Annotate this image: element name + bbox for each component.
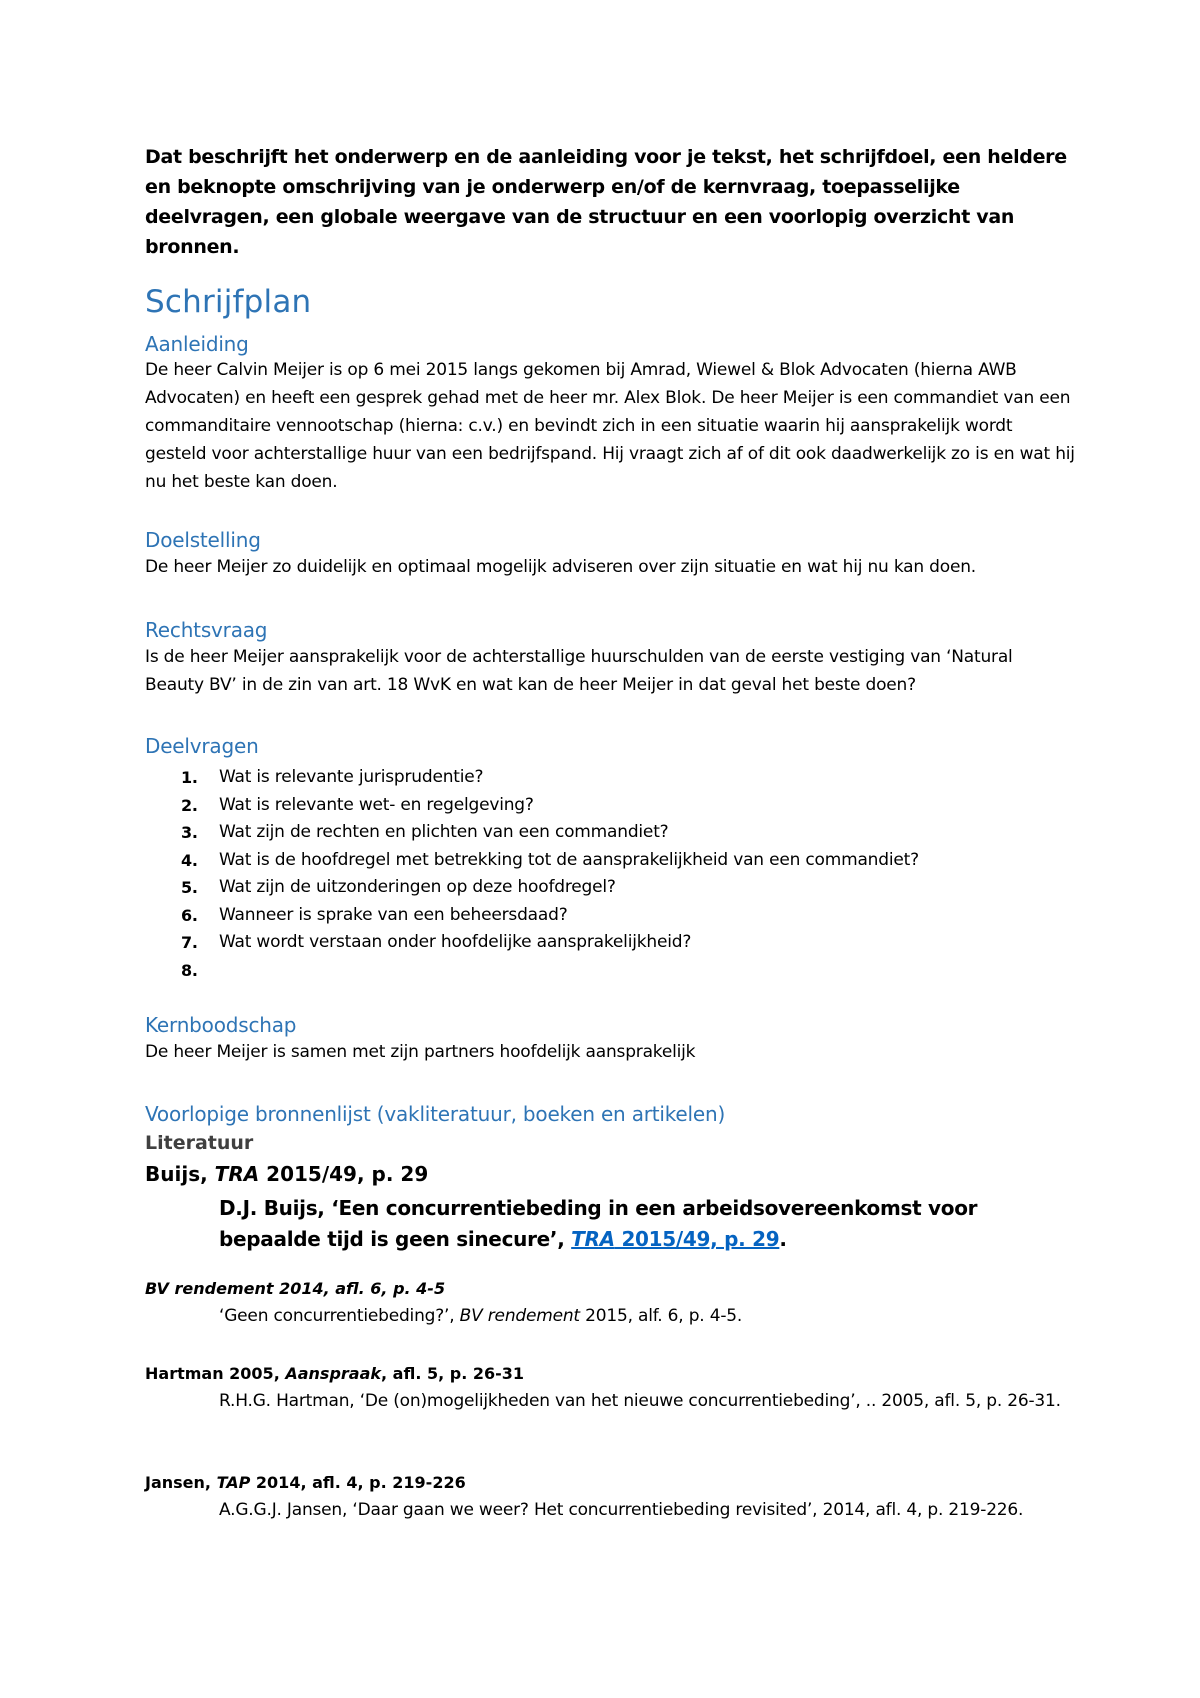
ref-jansen-issue: 2014, afl. 4, p. 219-226 [250, 1473, 466, 1492]
aanleiding-text: De heer Calvin Meijer is op 6 mei 2015 langs gekomen bij Amrad, Wiewel & Blok Advocaten (hierna AWB Advocaten) en heeft een gesprek gehad met de heer mr. Alex Blok. De heer Meijer is een commandiet van een commanditaire vennootschap (hierna: c.v.) en bevindt zich in een situatie waarin hij aansprakelijk wordt gesteld voor achterstallige huur van een bedrijfspand. Hij vraagt zich af of dit ook daadwerkelijk zo is en wat hij nu het beste kan doen. [145, 360, 1075, 492]
list-item-text: Wat wordt verstaan onder hoofdelijke aansprakelijkheid? [219, 932, 692, 952]
list-item [145, 929, 919, 957]
ref-bvrendement-body [219, 1302, 1079, 1330]
ref-jansen-title [145, 1473, 466, 1492]
list-item-text: Wat zijn de rechten en plichten van een commandiet? [219, 822, 669, 842]
list-item [145, 792, 919, 820]
heading-doelstelling: Doelstelling [145, 528, 261, 552]
ref-hartman-author: Hartman 2005, [145, 1364, 286, 1383]
list-item [145, 764, 919, 792]
ref-buijs-author: Buijs, [145, 1162, 215, 1186]
list-item [145, 902, 919, 930]
heading-bronnenlijst: Voorlopige bronnenlijst (vakliteratuur, boeken en artikelen) [145, 1102, 726, 1126]
ref-buijs-period: . [779, 1227, 787, 1251]
ref-jansen-author: Jansen, [145, 1473, 217, 1492]
ref-hartman-title [145, 1364, 524, 1383]
list-item [145, 819, 919, 847]
literatuur-subheading: Literatuur [145, 1132, 254, 1154]
list-item [145, 874, 919, 902]
ref-buijs-title [145, 1162, 428, 1186]
ref-jansen-journal: TAP [216, 1473, 251, 1492]
ref-buijs-link[interactable] [571, 1227, 779, 1251]
list-number: 1. [181, 768, 198, 787]
list-item [145, 847, 919, 875]
kernboodschap-text: De heer Meijer is samen met zijn partners hoofdelijk aansprakelijk [145, 1042, 696, 1062]
ref-jansen-body: A.G.G.J. Jansen, ‘Daar gaan we weer? Het concurrentiebeding revisited’, 2014, afl. 4, p. 219-226. [219, 1500, 1024, 1520]
ref-buijs-link-issue: 2015/49, p. 29 [614, 1227, 780, 1251]
ref-buijs-link-journal: TRA [571, 1227, 615, 1251]
ref-bvrendement-title: BV rendement 2014, afl. 6, p. 4-5 [145, 1279, 446, 1298]
intro-paragraph: Dat beschrijft het onderwerp en de aanleiding voor je tekst, het schrijfdoel, een heldere en beknopte omschrijving van je onderwerp en/of de kernvraag, toepasselijke deelvragen, een globale weergave van de structuur en een voorlopig overzicht van bronnen. [145, 146, 1067, 258]
list-number: 8. [181, 960, 198, 980]
ref-bvrendement-journal: BV rendement [459, 1306, 580, 1326]
heading-aanleiding: Aanleiding [145, 332, 249, 356]
ref-bvrendement-issue: 2015, alf. 6, p. 4-5. [579, 1306, 743, 1326]
list-item-text: Wat zijn de uitzonderingen op deze hoofdregel? [219, 877, 616, 897]
ref-buijs-journal: TRA [214, 1162, 260, 1186]
heading-kernboodschap: Kernboodschap [145, 1013, 297, 1037]
ref-hartman-body: R.H.G. Hartman, ‘De (on)mogelijkheden van het nieuwe concurrentiebeding’, .. 2005, afl. 5, p. 26-31. [219, 1391, 1061, 1411]
list-number: 4. [181, 850, 198, 870]
ref-bvrendement-citation: ‘Geen concurrentiebeding?’, [219, 1306, 460, 1326]
ref-hartman-journal: Aanspraak [285, 1364, 382, 1383]
heading-deelvragen: Deelvragen [145, 734, 259, 758]
list-item-text: Wat is de hoofdregel met betrekking tot de aansprakelijkheid van een commandiet? [219, 849, 919, 870]
list-number: 7. [181, 933, 198, 952]
list-item-text: Wat is relevante wet- en regelgeving? [219, 794, 534, 815]
deelvragen-list [145, 764, 919, 980]
rechtsvraag-text: Is de heer Meijer aansprakelijk voor de achterstallige huurschulden van de eerste vestiging van ‘Natural Beauty BV’ in de zin van art. 18 WvK en wat kan de heer Meijer in dat geval het beste doen? [145, 647, 1013, 695]
list-number: 6. [181, 905, 198, 925]
list-item-text: Wat is relevante jurisprudentie? [219, 767, 484, 787]
page-title: Schrijfplan [145, 284, 312, 320]
list-number: 2. [181, 795, 198, 815]
doelstelling-text: De heer Meijer zo duidelijk en optimaal mogelijk adviseren over zijn situatie en wat hij nu kan doen. [145, 557, 977, 577]
list-number: 3. [181, 823, 198, 842]
ref-buijs-citation: D.J. Buijs, ‘Een concurrentiebeding in een arbeidsovereenkomst voor bepaalde tijd is geen sinecure’, [219, 1196, 978, 1251]
list-number: 5. [181, 878, 198, 897]
ref-hartman-issue: , afl. 5, p. 26-31 [381, 1364, 525, 1383]
heading-rechtsvraag: Rechtsvraag [145, 618, 268, 642]
list-item-text: Wanneer is sprake van een beheersdaad? [219, 904, 568, 925]
ref-buijs-issue: 2015/49, p. 29 [259, 1162, 429, 1186]
ref-buijs-body [219, 1193, 1079, 1255]
